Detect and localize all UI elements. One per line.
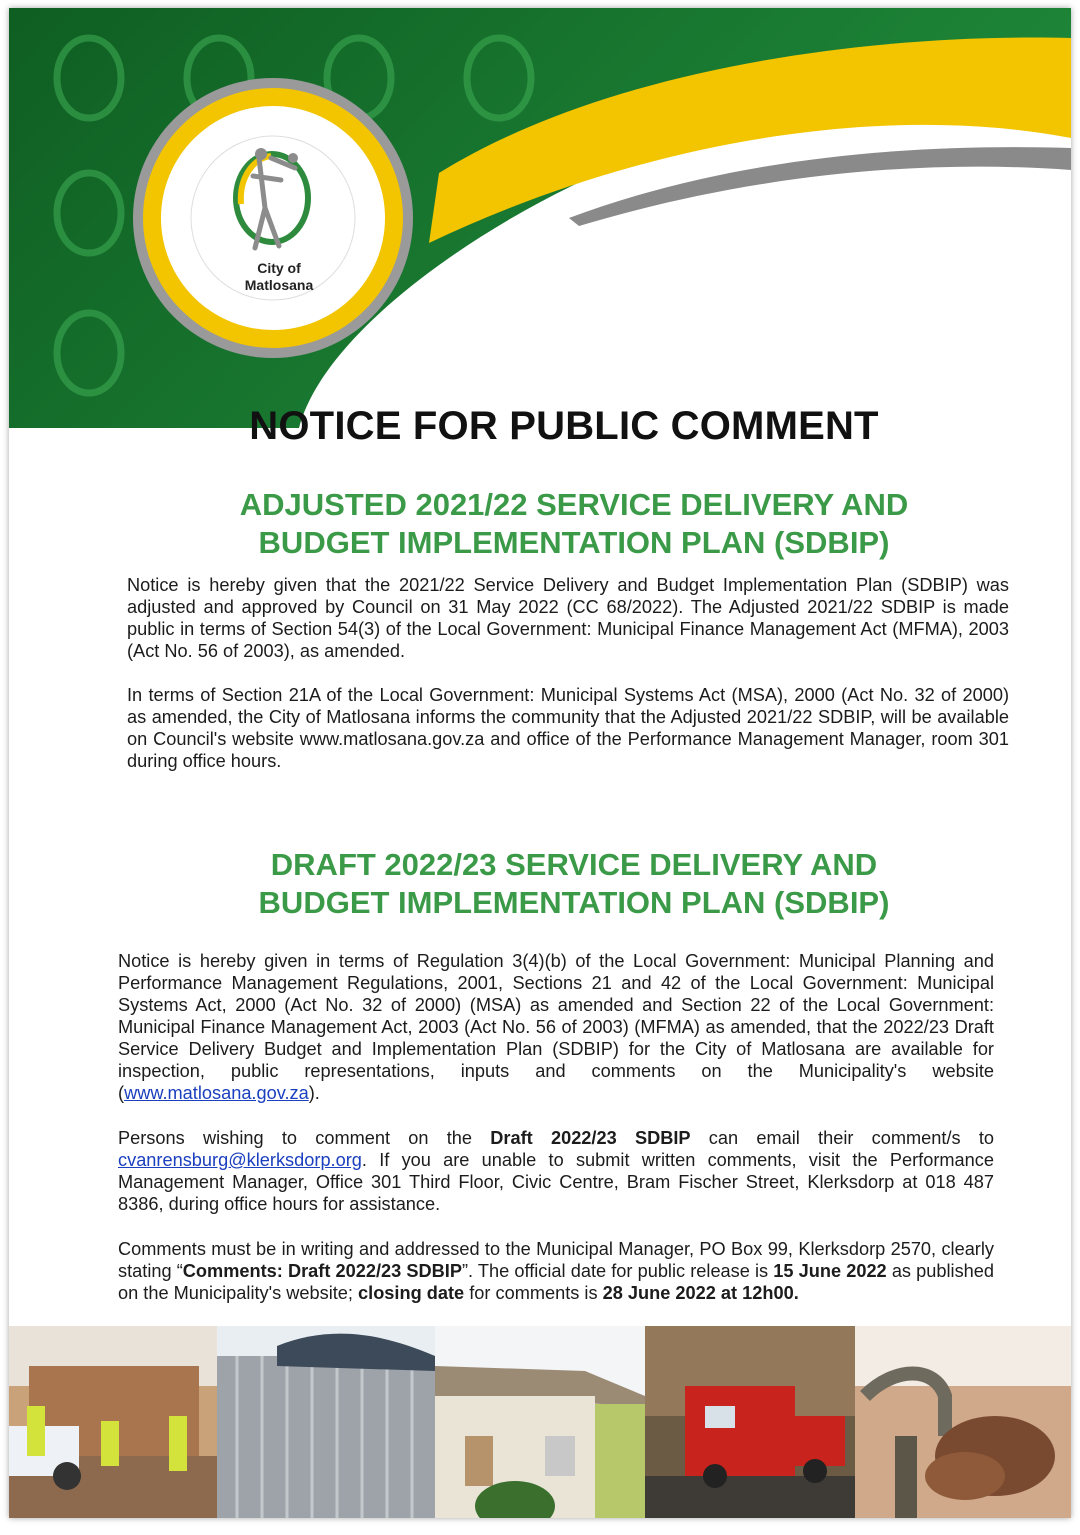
- photo-strip: [9, 1326, 1071, 1518]
- para3-text-b: ”. The official date for public release is: [461, 1261, 774, 1281]
- email-link[interactable]: cvanrensburg@klerksdorp.org: [118, 1150, 362, 1170]
- para3-text-a: Comments must be in writing and addressed to the Municipal Manager, PO Box 99, Klerksdorp 2570, clearly stating “: [118, 1239, 994, 1281]
- para2-text-c: . If you are unable to submit written comments, visit the Performance Management Manager, Office 301 Third Floor, Civic Centre, Bram Fischer Street, Klerksdorp at 018 487 8386, during office hours for assistance.: [118, 1150, 994, 1214]
- section1-paragraph2: In terms of Section 21A of the Local Government: Municipal Systems Act (MSA), 2000 (Act No. 32 of 2000) as amended, the City of Matlosana informs the community that the Adjusted 2021/22 SDBIP, will be available on Council's website www.matlosana.gov.za and office of the Performance Management Manager, room 301 during office hours.: [127, 685, 1009, 771]
- logo-caption-line2: Matlosana: [244, 277, 314, 293]
- photo-fire-truck-icon: [645, 1326, 855, 1518]
- photo-civic-building-icon: [217, 1326, 435, 1518]
- section2-paragraph1-text: Notice is hereby given in terms of Regulation 3(4)(b) of the Local Government: Municipal Planning and Performance Management Regulations, 2001, Sections 21 and 42 of the Local Government: Municipal Systems Act, 2000 (Act No. 32 of 2000) (MSA) as amended and Section 22 of the Local Government: Municipal Finance Management Act, 2003 (Act No. 56 of 2003) (MFMA) as amended, that the 2022/23 Draft Service Delivery Budget and Implementation Plan (SDBIP) for the City of Matlosana are available for inspection, public representations, inputs and comments on the Municipality's website (: [118, 951, 994, 1103]
- para3-text-d: for comments is: [464, 1283, 603, 1303]
- section2-heading-line1: DRAFT 2022/23 SERVICE DELIVERY AND: [270, 847, 878, 882]
- page-title: NOTICE FOR PUBLIC COMMENT: [249, 404, 879, 448]
- para2-text-b: can email their comment/s to: [690, 1128, 994, 1148]
- section1-heading: [9, 486, 1071, 562]
- logo-caption: [219, 260, 339, 294]
- section2-heading: [9, 846, 1071, 922]
- section1-heading-line2: BUDGET IMPLEMENTATION PLAN (SDBIP): [258, 525, 890, 560]
- notice-page: [9, 8, 1071, 1518]
- para3-bold-release-date: 15 June 2022: [773, 1261, 887, 1281]
- section2-paragraph1: [118, 950, 994, 1104]
- para3-bold-closing-date: 28 June 2022 at 12h00.: [602, 1283, 799, 1303]
- section2-heading-line2: BUDGET IMPLEMENTATION PLAN (SDBIP): [258, 885, 890, 920]
- photo-houses-icon: [435, 1326, 645, 1518]
- website-link[interactable]: www.matlosana.gov.za: [124, 1083, 309, 1103]
- section2-paragraph1-end: ).: [308, 1083, 320, 1103]
- para2-text-a: Persons wishing to comment on the: [118, 1128, 491, 1148]
- section1-heading-line1: ADJUSTED 2021/22 SERVICE DELIVERY AND: [239, 487, 909, 522]
- para3-text-c: as published on the Municipality's website;: [118, 1261, 995, 1303]
- para2-bold-sdbip: Draft 2022/23 SDBIP: [490, 1128, 691, 1148]
- section1-paragraph1: Notice is hereby given that the 2021/22 Service Delivery and Budget Implementation Plan (SDBIP) was adjusted and approved by Council on 31 May 2022 (CC 68/2022). The Adjusted 2021/22 SDBIP is made public in terms of Section 54(3) of the Local Government: Municipal Finance Management Act (MFMA), 2003 (Act No. 56 of 2003), as amended.: [127, 575, 1009, 661]
- para3-bold-closing-date-label: closing date: [358, 1283, 465, 1303]
- section2-paragraph2: [118, 1127, 994, 1215]
- photo-water-tap-icon: [855, 1326, 1071, 1518]
- section2-paragraph3: [118, 1238, 994, 1304]
- logo-caption-line1: City of: [257, 260, 301, 276]
- header-swoosh-graphic: [9, 8, 1071, 428]
- photo-workers-icon: [9, 1326, 217, 1518]
- para3-bold-comments: Comments: Draft 2022/23 SDBIP: [182, 1261, 462, 1281]
